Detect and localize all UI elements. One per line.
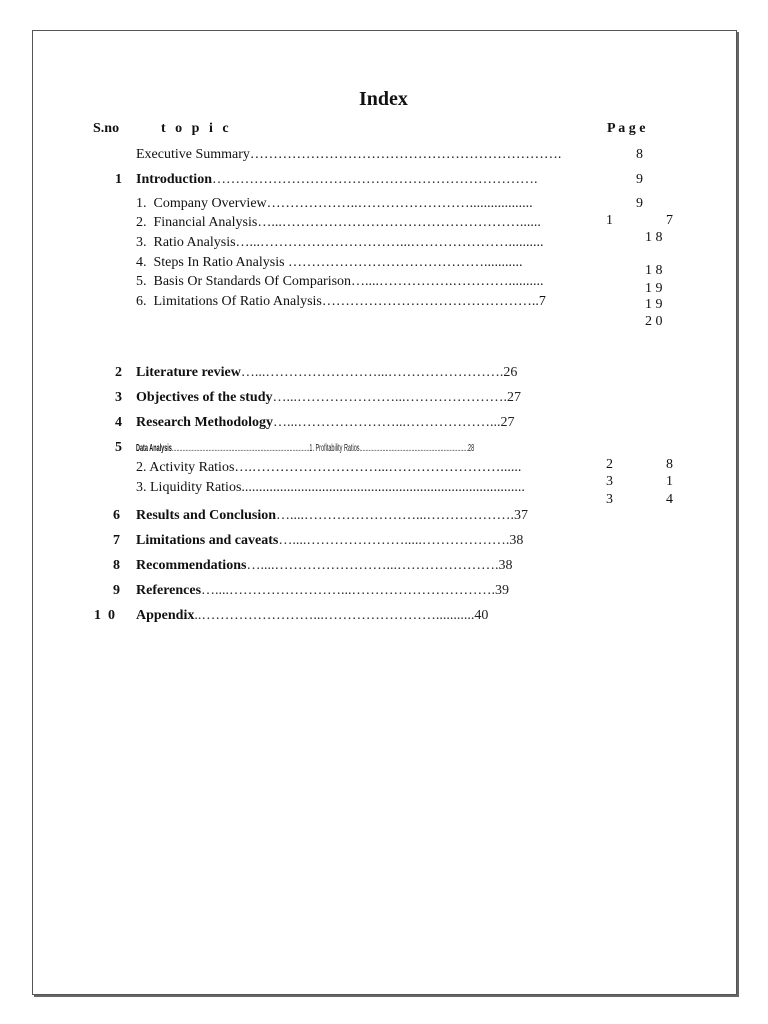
entry-company-overview: 1. Company Overview………………..……………………..................: [136, 196, 533, 211]
page-basis-comparison: 1 9: [645, 281, 663, 296]
dots-appendix: ..……………………...……………………...........40: [194, 608, 489, 623]
sno-research-methodology: 4: [115, 415, 122, 430]
page-activity-ratios-b: 8: [666, 457, 673, 472]
page-limitations-ratio-analysis: 1 9: [645, 297, 663, 312]
sno-introduction: 1: [115, 172, 122, 187]
sno-literature-review: 2: [115, 365, 122, 380]
dots-research-methodology: …...…………………...………………...27: [273, 415, 515, 430]
sno-data-analysis: 5: [115, 440, 122, 455]
header-topic: t o p i c: [161, 121, 232, 136]
page-liquidity-extra-b: 4: [666, 492, 673, 507]
dots-objectives: …...…………………...………………….27: [272, 390, 521, 405]
page-executive-summary: 8: [636, 147, 643, 162]
entry-ratio-analysis: 3. Ratio Analysis…...…………………………...…………………..........: [136, 235, 544, 250]
page-ratio-analysis: 1 8: [645, 230, 663, 245]
label-recommendations: Recommendations: [136, 558, 247, 573]
entry-results: [136, 509, 528, 523]
page-company-overview: 9: [636, 196, 643, 211]
entry-steps-ratio-analysis: 4. Steps In Ratio Analysis ……………………………………...........: [136, 255, 523, 270]
page-extra: 2 0: [645, 314, 663, 329]
page-title: Index: [359, 88, 408, 110]
entry-objectives: [136, 391, 521, 405]
header-page: P a g e: [607, 121, 646, 136]
entry-references: [136, 584, 509, 598]
label-introduction: Introduction: [136, 172, 212, 187]
entry-data-analysis: [136, 444, 474, 454]
label-data-analysis: Data Analysis: [136, 443, 172, 454]
entry-limitations: [136, 534, 523, 548]
sno-recommendations: 8: [113, 558, 120, 573]
page-financial-analysis-b: 7: [666, 213, 673, 228]
entry-research-methodology: [136, 416, 515, 430]
dots-references: …....……………………...………………………….39: [201, 583, 510, 598]
entry-activity-ratios: 2. Activity Ratios….………………………...……………………......: [136, 460, 522, 475]
entry-appendix: [136, 609, 488, 623]
dots-results: …....……………………...……………….37: [276, 508, 529, 523]
page-activity-ratios-a: 2: [606, 457, 613, 472]
label-objectives: Objectives of the study: [136, 390, 273, 405]
sno-results: 6: [113, 508, 120, 523]
label-appendix: Appendix: [136, 608, 195, 623]
page-steps-ratio-analysis: 1 8: [645, 263, 663, 278]
page-liquidity-extra-a: 3: [606, 492, 613, 507]
label-literature-review: Literature review: [136, 365, 241, 380]
entry-introduction: [136, 173, 537, 187]
entry-executive-summary: Executive Summary………………………………………………………….: [136, 147, 562, 162]
page-liquidity-ratios-a: 3: [606, 474, 613, 489]
label-results: Results and Conclusion: [136, 508, 277, 523]
sno-objectives: 3: [115, 390, 122, 405]
dots-data-analysis: ..........................................................................................1. Profitability Ratios.......................................................................28: [171, 443, 475, 454]
label-limitations: Limitations and caveats: [136, 533, 279, 548]
label-references: References: [136, 583, 202, 598]
dots-recommendations: …....……………………...………………….38: [246, 558, 513, 573]
sno-references: 9: [113, 583, 120, 598]
entry-recommendations: [136, 559, 512, 573]
entry-financial-analysis: 2. Financial Analysis…...……………………………………………......: [136, 215, 541, 230]
page-introduction: 9: [636, 172, 643, 187]
dots-literature-review: …...……………………...…………………….26: [240, 365, 518, 380]
page-financial-analysis-a: 1: [606, 213, 613, 228]
entry-limitations-ratio-analysis: 6. Limitations Of Ratio Analysis………………………………………..7: [136, 294, 546, 309]
entry-liquidity-ratios: 3. Liquidity Ratios.................................................................................: [136, 480, 525, 495]
dots-limitations: …....………………….....……………….38: [278, 533, 524, 548]
dots-introduction: …………………………………………………………….: [211, 172, 538, 187]
entry-literature-review: [136, 366, 517, 380]
header-sno: S.no: [93, 121, 120, 136]
page-liquidity-ratios-b: 1: [666, 474, 673, 489]
entry-basis-comparison: 5. Basis Or Standards Of Comparison…....…………….…………..........: [136, 274, 544, 289]
sno-limitations: 7: [113, 533, 120, 548]
sno-appendix: 1 0: [94, 608, 115, 623]
label-research-methodology: Research Methodology: [136, 415, 273, 430]
